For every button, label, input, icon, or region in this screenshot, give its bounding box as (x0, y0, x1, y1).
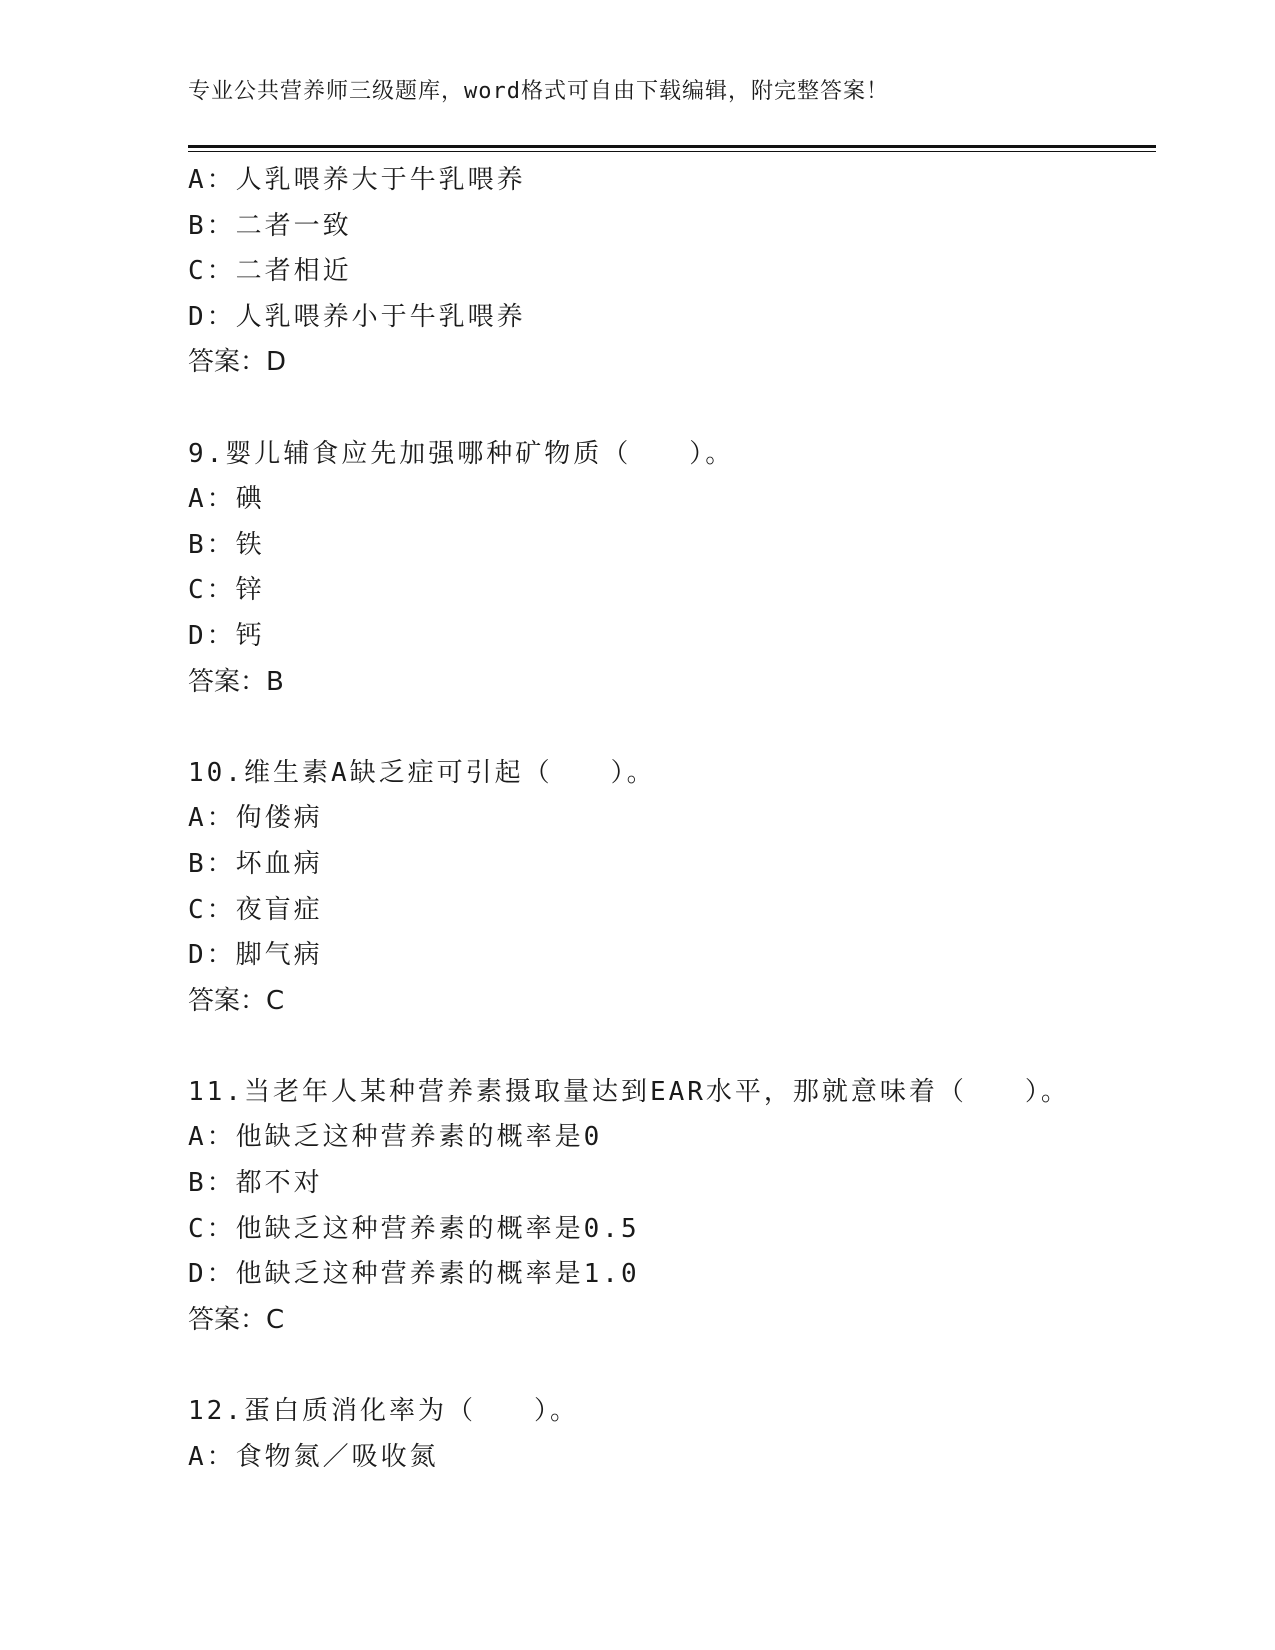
option-a: A：食物氮／吸收氮 (188, 1441, 439, 1472)
answer-line: 答案：C (188, 1304, 285, 1335)
option-d: D：人乳喂养小于牛乳喂养 (188, 301, 526, 332)
question-block-11 (188, 1070, 1156, 1344)
question-text: 9.婴儿辅食应先加强哪种矿物质（ ）。 (188, 438, 735, 469)
spacer (188, 1343, 1156, 1389)
spacer (188, 1024, 1156, 1070)
option-a: A：他缺乏这种营养素的概率是0 (188, 1122, 603, 1153)
question-block-12 (188, 1389, 1156, 1480)
option-d: D：脚气病 (188, 940, 323, 971)
option-d: D：他缺乏这种营养素的概率是1.0 (188, 1259, 640, 1290)
option-c: C：夜盲症 (188, 894, 323, 925)
question-text: 12.蛋白质消化率为（ ）。 (188, 1396, 579, 1427)
option-c: C：锌 (188, 575, 265, 606)
answer-line: 答案：D (188, 347, 287, 378)
question-list (188, 158, 1156, 1480)
option-b: B：二者一致 (188, 210, 352, 241)
option-a: A：人乳喂养大于牛乳喂养 (188, 165, 526, 195)
page-header: 专业公共营养师三级题库，word格式可自由下载编辑，附完整答案！ (188, 79, 889, 104)
option-c: C：他缺乏这种营养素的概率是0.5 (188, 1213, 640, 1244)
question-block-10 (188, 751, 1156, 1025)
question-text: 10.维生素A缺乏症可引起（ ）。 (188, 757, 656, 788)
option-b: B：都不对 (188, 1168, 323, 1199)
question-block-8 (188, 158, 1156, 386)
header-rule-thick (188, 145, 1156, 148)
spacer (188, 386, 1156, 432)
option-a: A：碘 (188, 484, 265, 515)
answer-line: 答案：C (188, 985, 285, 1016)
question-block-9 (188, 432, 1156, 706)
option-d: D：钙 (188, 620, 265, 651)
option-a: A：佝偻病 (188, 803, 323, 834)
option-c: C：二者相近 (188, 256, 352, 287)
spacer (188, 705, 1156, 751)
answer-line: 答案：B (188, 666, 284, 697)
option-b: B：坏血病 (188, 848, 323, 879)
option-b: B：铁 (188, 529, 265, 560)
header-rule-thin (188, 151, 1156, 152)
question-text: 11.当老年人某种营养素摄取量达到EAR水平，那就意味着（ ）。 (188, 1076, 1070, 1107)
